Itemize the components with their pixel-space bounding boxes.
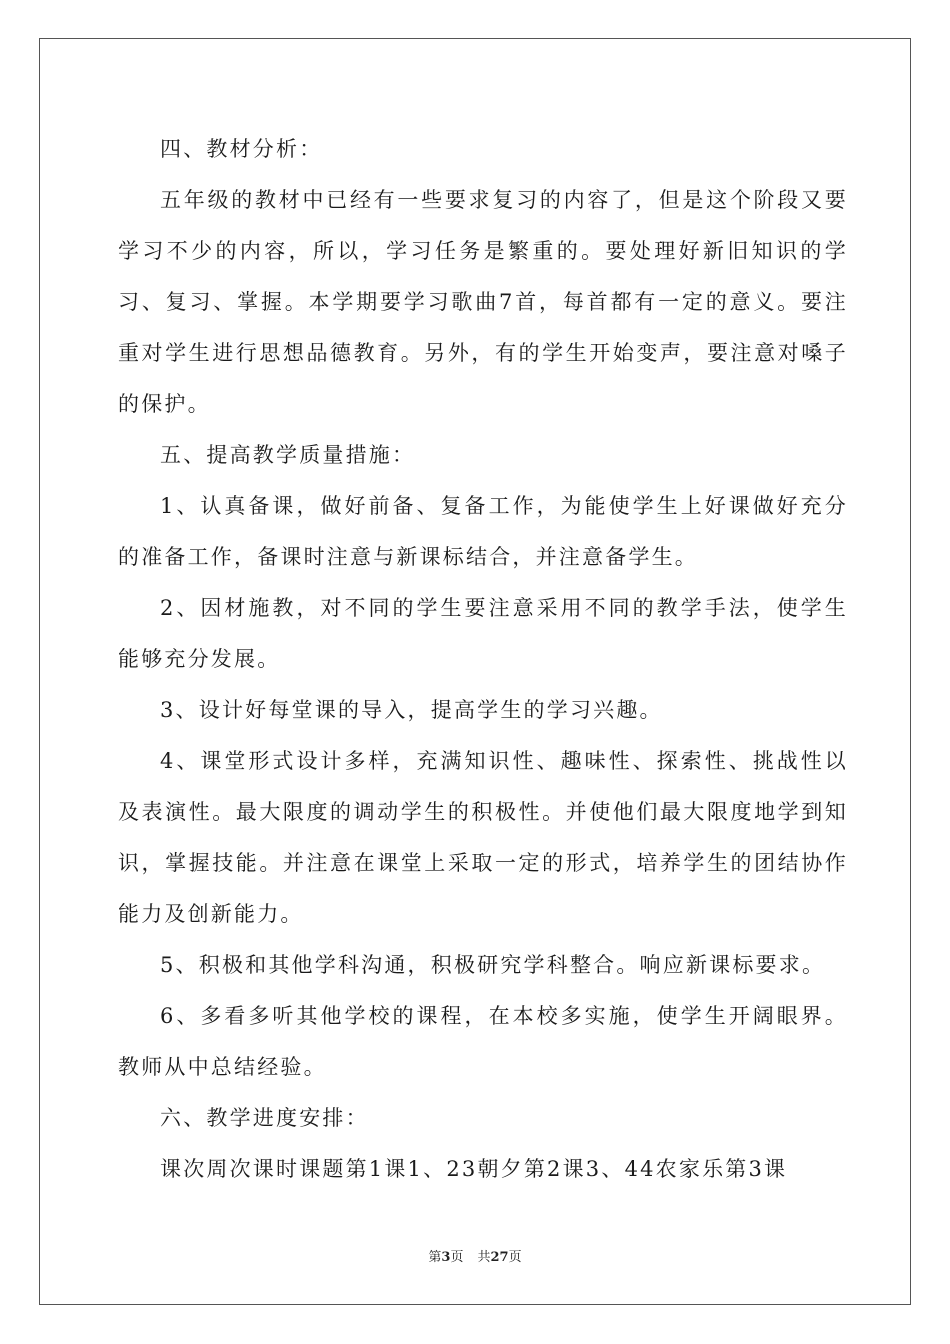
paragraph-measure-6: 6、多看多听其他学校的课程，在本校多实施，使学生开阔眼界。教师从中总结经验。 (118, 1004, 848, 1079)
total-pages: 27 (490, 1250, 509, 1265)
paragraph-measure-2: 2、因材施教，对不同的学生要注意采用不同的教学手法，使学生能够充分发展。 (118, 596, 848, 671)
section-heading-textbook-analysis: 四、教材分析： (160, 137, 323, 161)
paragraph-measure-1: 1、认真备课，做好前备、复备工作，为能使学生上好课做好充分的准备工作，备课时注意与新课标结合，并注意备学生。 (118, 494, 848, 569)
paragraph-measure-4: 4、课堂形式设计多样，充满知识性、趣味性、探索性、挑战性以及表演性。最大限度的调动学生的积极性。并使他们最大限度地学到知识，掌握技能。并注意在课堂上采取一定的形式，培养学生的团结协作能力及创新能力。 (118, 749, 848, 926)
total-suffix: 页 (508, 1250, 522, 1265)
paragraph-measure-3: 3、设计好每堂课的导入，提高学生的学习兴趣。 (160, 698, 663, 722)
section-heading-quality-measures: 五、提高教学质量措施： (160, 443, 416, 467)
document-body (118, 124, 848, 1195)
page-suffix: 页 (450, 1250, 464, 1265)
page-prefix: 第 (428, 1250, 442, 1265)
page-number: 3 (441, 1250, 451, 1265)
section-heading-schedule: 六、教学进度安排： (160, 1106, 369, 1130)
total-prefix: 共 (477, 1250, 491, 1265)
paragraph-textbook-analysis: 五年级的教材中已经有一些要求复习的内容了，但是这个阶段又要学习不少的内容，所以，学习任务是繁重的。要处理好新旧知识的学习、复习、掌握。本学期要学习歌曲7首，每首都有一定的意义。要注重对学生进行思想品德教育。另外，有的学生开始变声，要注意对嗓子的保护。 (118, 188, 848, 416)
page-footer (0, 1246, 950, 1265)
paragraph-measure-5: 5、积极和其他学科沟通，积极研究学科整合。响应新课标要求。 (160, 953, 826, 977)
paragraph-schedule: 课次周次课时课题第1课1、23朝夕第2课3、44农家乐第3课 (160, 1157, 788, 1181)
